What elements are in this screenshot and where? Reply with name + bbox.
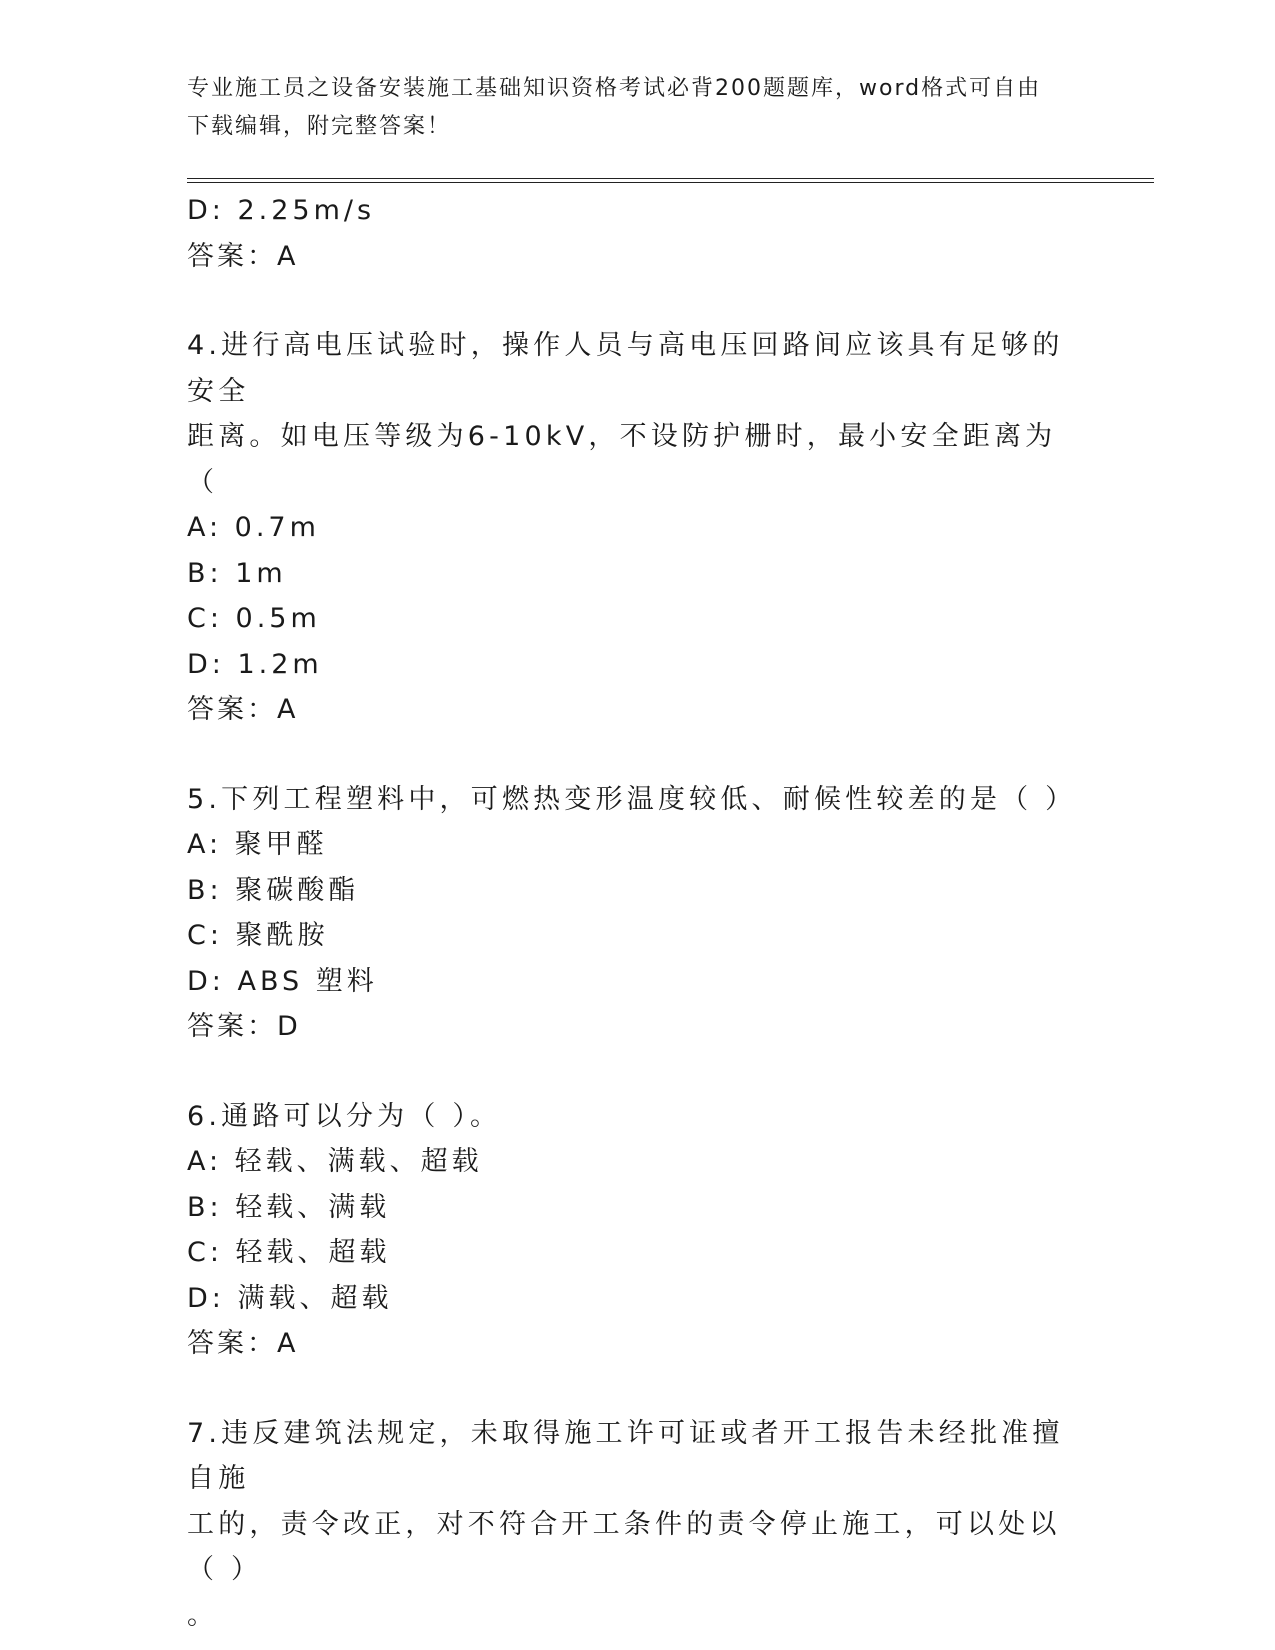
answer-label: 答案： xyxy=(187,694,277,725)
option-a: A: 聚甲醛 xyxy=(187,829,328,860)
header-divider-bottom xyxy=(187,182,1154,183)
question-stem-line: 距离。如电压等级为6-10kV，不设防护栅时，最小安全距离为（ xyxy=(187,421,1057,498)
option-c: C: 轻载、超载 xyxy=(187,1237,391,1268)
answer xyxy=(187,687,1087,733)
option-a: A: 0.7m xyxy=(187,512,320,543)
answer-label: 答案： xyxy=(187,240,277,272)
option-b: B: 1m xyxy=(187,557,287,589)
question-7 xyxy=(187,1411,1087,1639)
answer-label: 答案： xyxy=(187,1328,277,1359)
option-d: D: 1.2m xyxy=(187,648,323,680)
question-stem-line: 工的，责令改正，对不符合开工条件的责令停止施工，可以处以（ ） xyxy=(187,1508,1061,1585)
question-4 xyxy=(187,323,1087,733)
answer-value: D xyxy=(277,1011,299,1042)
answer xyxy=(187,1321,1087,1367)
question-stem-line: 4.进行高电压试验时，操作人员与高电压回路间应该具有足够的安全 xyxy=(187,330,1064,407)
option-c: C: 聚酰胺 xyxy=(187,920,329,951)
option-d: D: ABS 塑料 xyxy=(187,965,378,997)
question-stem-line: 6.通路可以分为（ ）。 xyxy=(187,1100,502,1132)
question-6 xyxy=(187,1094,1087,1367)
option-b: B: 轻载、满载 xyxy=(187,1191,391,1223)
prev-answer xyxy=(187,234,1087,280)
option-b: B: 聚碳酸酯 xyxy=(187,874,360,906)
question-5 xyxy=(187,777,1087,1050)
answer-label: 答案： xyxy=(187,1011,277,1042)
answer-value: A xyxy=(277,240,297,272)
answer-value: A xyxy=(277,694,297,725)
question-content xyxy=(187,188,1087,1638)
answer xyxy=(187,1004,1087,1050)
option-c: C: 0.5m xyxy=(187,603,321,634)
document-header xyxy=(187,70,1067,146)
option-a: A: 轻载、满载、超载 xyxy=(187,1146,483,1177)
question-stem-line: 7.违反建筑法规定，未取得施工许可证或者开工报告未经批准擅自施 xyxy=(187,1417,1064,1494)
header-divider-top xyxy=(187,178,1154,179)
header-line-1: 专业施工员之设备安装施工基础知识资格考试必背200题题库，word格式可自由 xyxy=(187,76,1042,101)
question-stem-line: 。 xyxy=(187,1599,219,1631)
question-stem-line: 5.下列工程塑料中，可燃热变形温度较低、耐候性较差的是（ ） xyxy=(187,783,1077,815)
option-d: D: 满载、超载 xyxy=(187,1282,393,1314)
prev-option-d: D: 2.25m/s xyxy=(187,195,376,226)
answer-value: A xyxy=(277,1328,297,1359)
header-line-2: 下载编辑，附完整答案！ xyxy=(187,114,452,139)
